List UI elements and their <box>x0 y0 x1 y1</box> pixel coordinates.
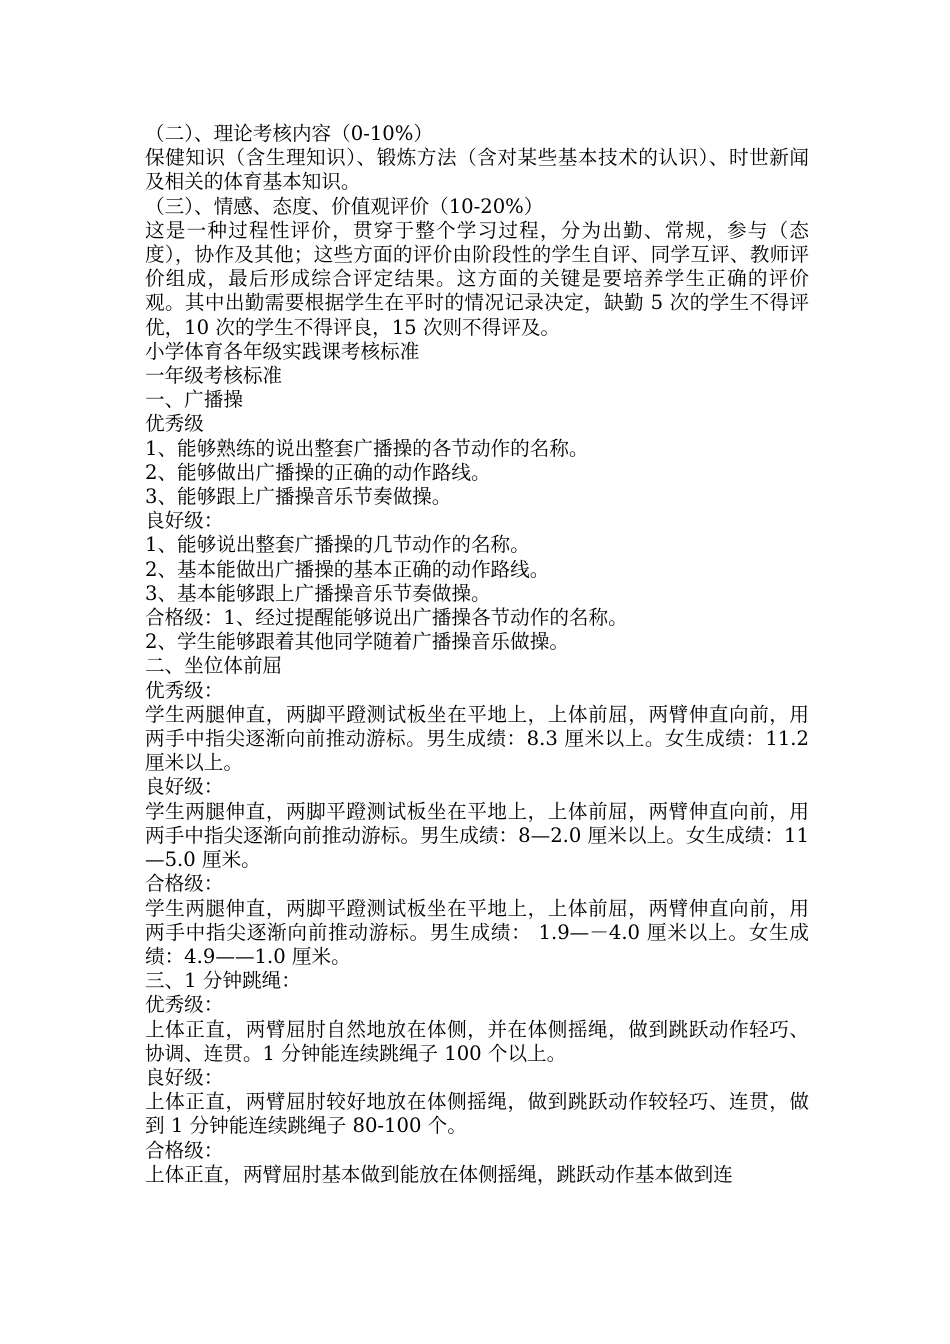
level-pass-label: 合格级： <box>145 872 224 896</box>
list-item: 3、基本能够跟上广播操音乐节奏做操。 <box>145 581 491 605</box>
section-heading-attitude-evaluation: （三）、情感、态度、价值观评价（10-20%） <box>145 194 544 218</box>
list-item: 2、学生能够跟着其他同学随着广播操音乐做操。 <box>145 630 569 654</box>
heading-grade-standards: 小学体育各年级实践课考核标准 <box>145 339 420 363</box>
paragraph-sit-reach-good: 学生两腿伸直，两脚平蹬测试板坐在平地上，上体前屈，两臂伸直向前，用两手中指尖逐渐向前推动游标。男生成绩：8—2.0 厘米以上。女生成绩：11—5.0 厘米。 <box>145 799 809 872</box>
level-pass-label: 合格级： <box>145 1138 224 1162</box>
level-good-label: 良好级： <box>145 1065 224 1089</box>
level-good-label: 良好级： <box>145 509 224 533</box>
level-excellent-label: 优秀级： <box>145 678 224 702</box>
paragraph-sit-reach-pass: 学生两腿伸直，两脚平蹬测试板坐在平地上，上体前屈，两臂伸直向前，用两手中指尖逐渐向前推动游标。男生成绩： 1.9—－4.0 厘米以上。女生成绩：4.9——1.0 厘米。 <box>145 896 809 968</box>
level-pass-item: 合格级：1、经过提醒能够说出广播操各节动作的名称。 <box>145 606 628 630</box>
list-item: 2、能够做出广播操的正确的动作路线。 <box>145 460 491 484</box>
heading-sit-and-reach: 二、坐位体前屈 <box>145 654 283 678</box>
paragraph-process-evaluation: 这是一种过程性评价，贯穿于整个学习过程，分为出勤、常规，参与（态度），协作及其他；这些方面的评价由阶段性的学生自评、同学互评、教师评价组成，最后形成综合评定结果。这方面的关键是要培养学生正确的评价观。其中出勤需要根据学生在平时的情况记录决定，缺勤 5 次的学生不得评优，10 次的学生不得评良，15 次则不得评及。 <box>145 218 809 339</box>
heading-grade-one: 一年级考核标准 <box>145 364 283 388</box>
level-excellent-label: 优秀级 <box>145 412 204 436</box>
list-item: 1、能够说出整套广播操的几节动作的名称。 <box>145 533 530 557</box>
heading-broadcast-exercise: 一、广播操 <box>145 388 243 412</box>
paragraph-theory-content: 保健知识（含生理知识）、锻炼方法（含对某些基本技术的认识）、时世新闻及相关的体育基本知识。 <box>145 146 809 194</box>
paragraph-rope-pass: 上体正直，两臂屈肘基本做到能放在体侧摇绳，跳跃动作基本做到连 <box>145 1162 733 1186</box>
heading-rope-skipping: 三、1 分钟跳绳： <box>145 969 301 993</box>
list-item: 3、能够跟上广播操音乐节奏做操。 <box>145 485 452 509</box>
level-excellent-label: 优秀级： <box>145 993 224 1017</box>
level-good-label: 良好级： <box>145 775 224 799</box>
document-body <box>145 122 809 1187</box>
paragraph-rope-good: 上体正直，两臂屈肘较好地放在体侧摇绳，做到跳跃动作较轻巧、连贯，做到 1 分钟能连续跳绳子 80-100 个。 <box>145 1090 809 1138</box>
paragraph-sit-reach-excellent: 学生两腿伸直，两脚平蹬测试板坐在平地上，上体前屈，两臂伸直向前，用两手中指尖逐渐向前推动游标。男生成绩：8.3 厘米以上。女生成绩：11.2 厘米以上。 <box>145 702 809 775</box>
section-heading-theory-assessment: （二）、理论考核内容（0-10%） <box>145 122 433 145</box>
list-item: 1、能够熟练的说出整套广播操的各节动作的名称。 <box>145 436 589 460</box>
list-item: 2、基本能做出广播操的基本正确的动作路线。 <box>145 557 550 581</box>
paragraph-rope-excellent: 上体正直，两臂屈肘自然地放在体侧，并在体侧摇绳，做到跳跃动作轻巧、协调、连贯。1 分钟能连续跳绳子 100 个以上。 <box>145 1017 809 1065</box>
